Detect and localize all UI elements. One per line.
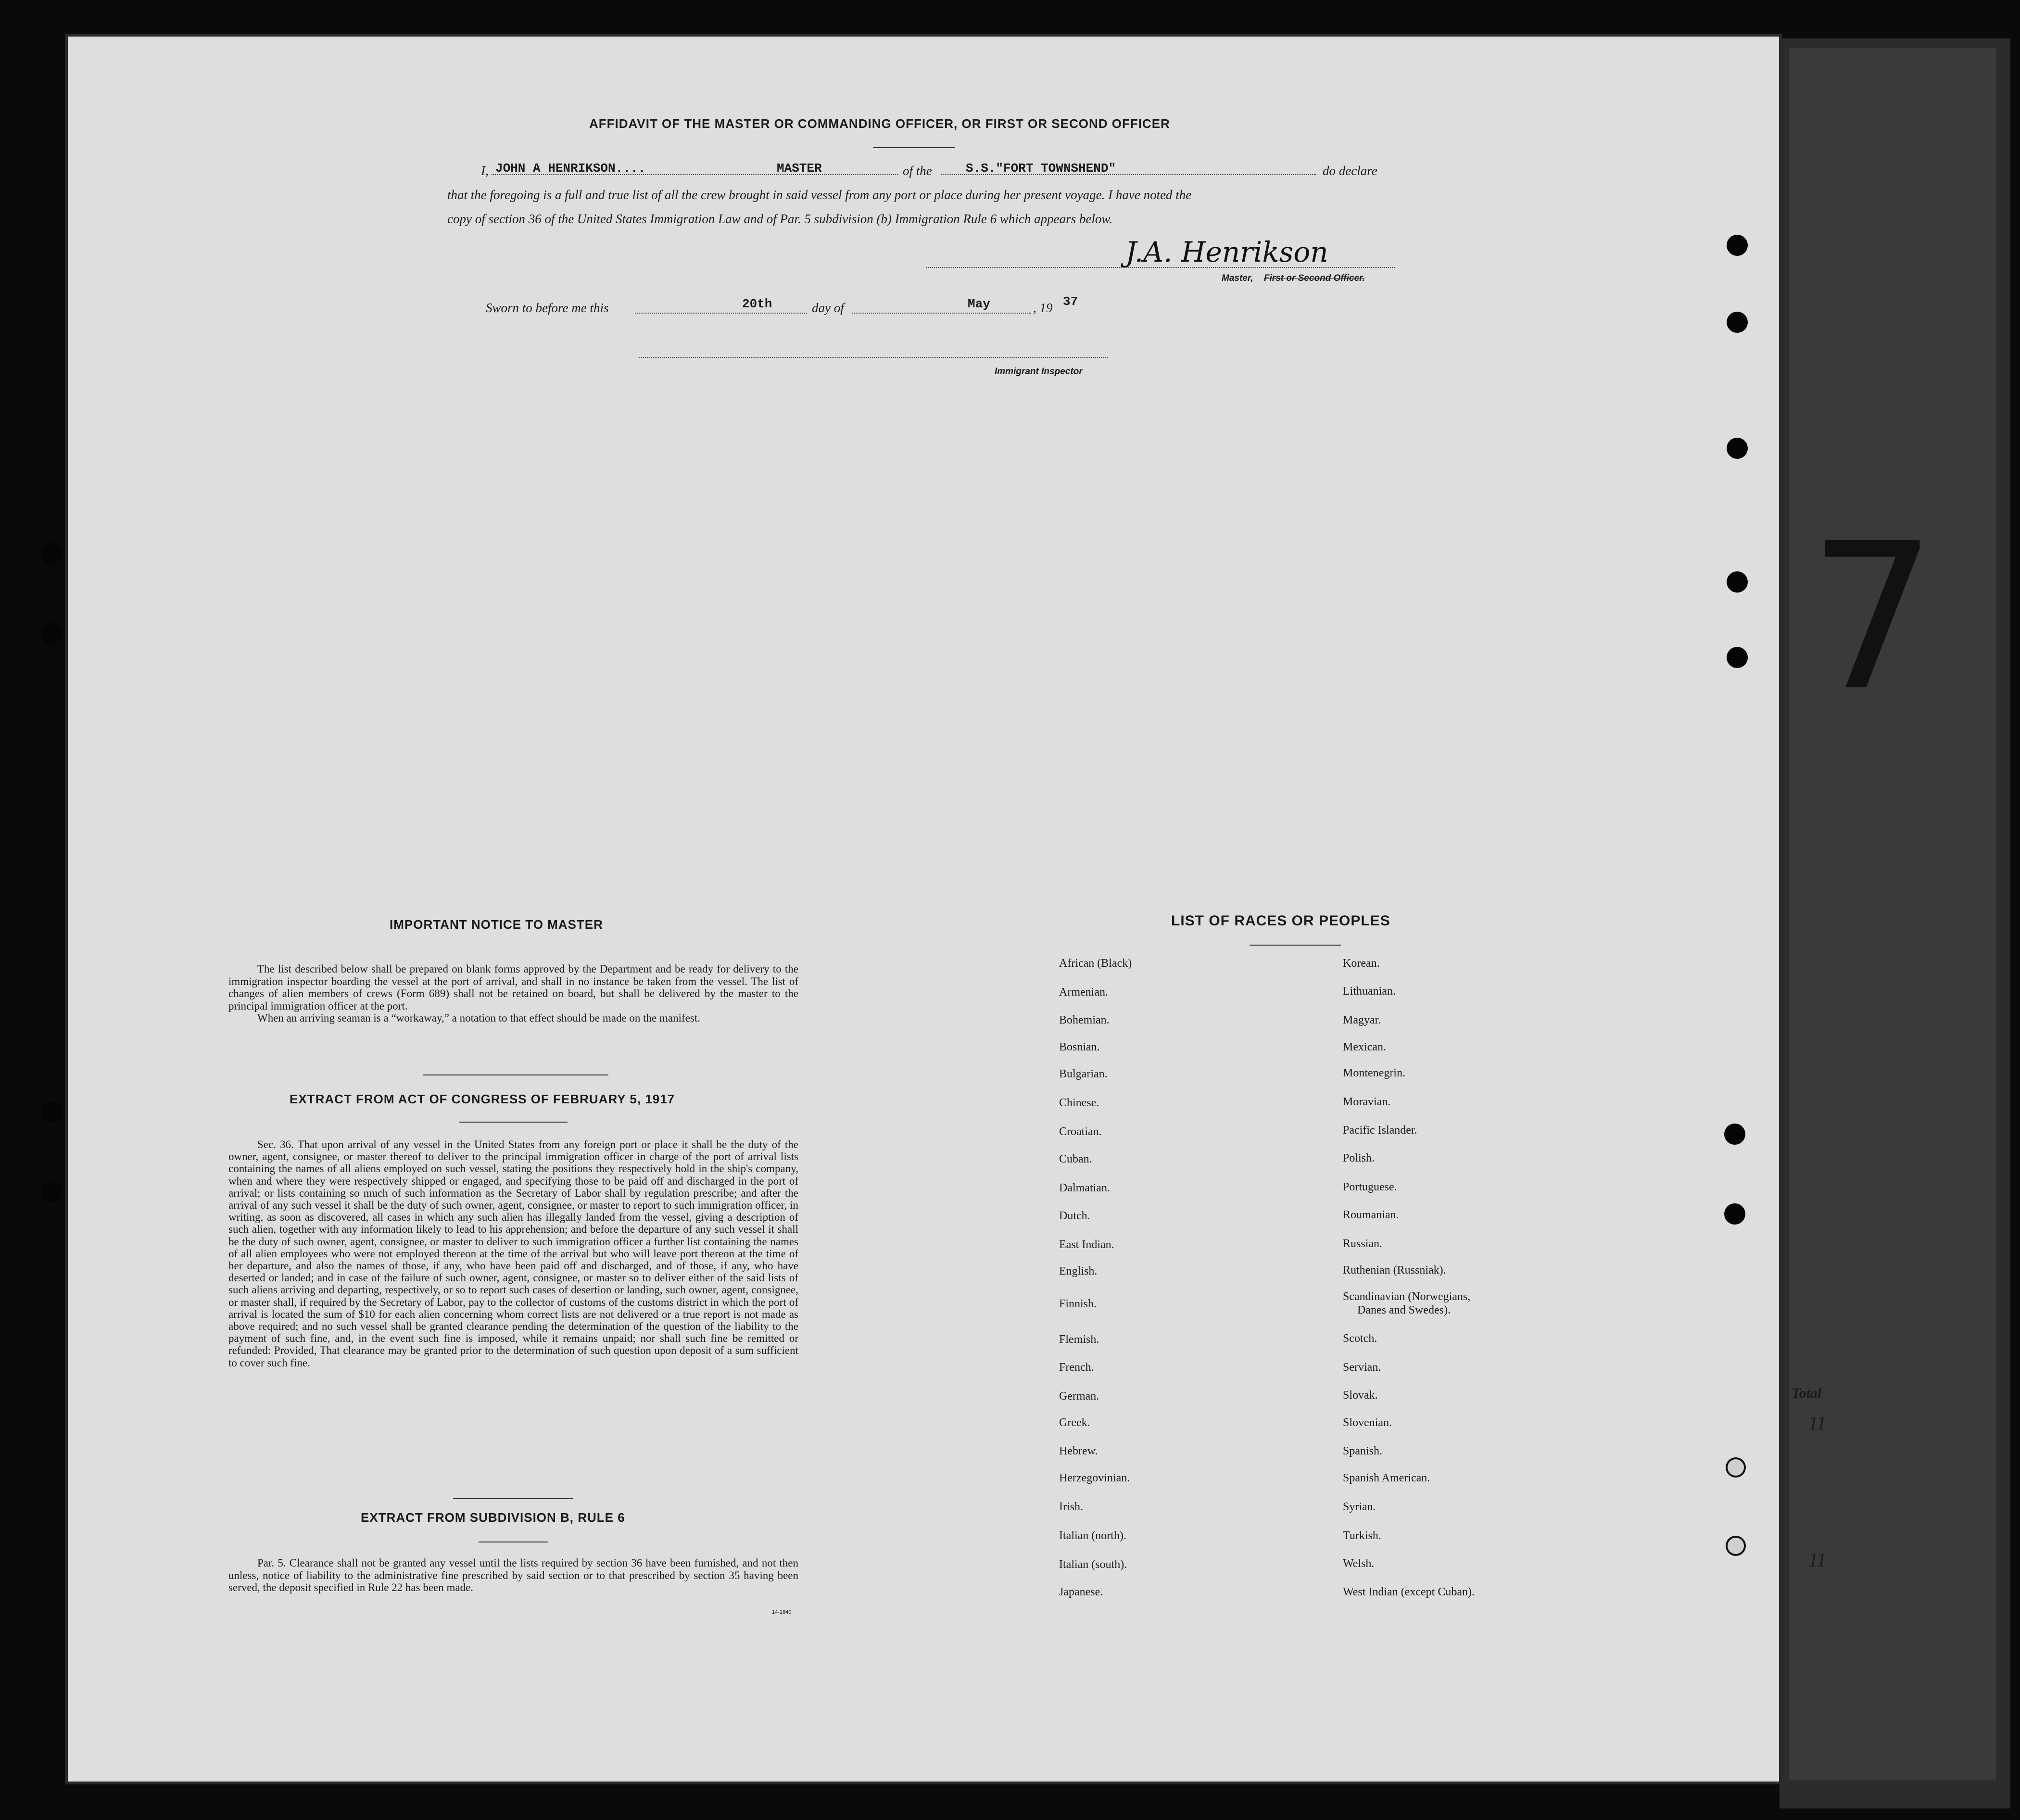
sworn-month: May bbox=[968, 297, 990, 311]
race-item: Finnish. bbox=[1059, 1298, 1097, 1310]
race-item: Servian. bbox=[1343, 1361, 1381, 1374]
inspector-signature-line bbox=[639, 357, 1108, 358]
race-item: Chinese. bbox=[1059, 1097, 1099, 1109]
race-item: Dalmatian. bbox=[1059, 1182, 1110, 1194]
extract-1-text: Sec. 36. That upon arrival of any vessel in the United States from any foreign port or place it shall be the duty of the owner, agent, consignee, or master thereof to deliver to the principal immigration officer in charge of the port of arrival lists containing the names of all aliens employed on such vessel, stating the positions they respectively hold in the ship's company, when and where they were respectively shipped or engaged, and specifying those to be paid off and discharged in the port of arrival; or lists containing so much of such information as the Secretary of Labor shall by regulation prescribe; and after the arrival of any such vessel it shall be the duty of such owner, agent, consignee, or master to report to such immigration officer, in writing, as soon as discovered, all cases in which any such alien has illegally landed from the vessel, giving a description of such alien, together with any information likely to lead to his apprehension; and before the departure of any such vessel it shall be the duty of such owner, agent, consignee, or master to deliver to such immigration officer a further list containing the names of all alien employees who were not employed thereon at the time of the arrival but who will leave port thereon at the time of her departure, and also the names of those, if any, who have been paid off and discharged, and of those, if any, who have deserted or landed; and in case of the failure of such owner, agent, consignee, or master so to deliver either of the said lists of such aliens arriving and departing, respectively, or so to report such cases of desertion or landing, such owner, agent, consignee, or master shall, if required by the Secretary of Labor, pay to the collector of customs of the customs district in which the port of arrival is located the sum of $10 for each alien concerning whom correct lists are not delivered or a true report is not made as above required; and no such vessel shall be granted clearance pending the determination of the question of the liability to the payment of such fine, and, in the event such fine is imposed, while it remains unpaid; nor shall such fine be remitted or refunded: Provided, That clearance may be granted prior to the determination of such question upon deposit of a sum sufficient to cover such fine. bbox=[228, 1138, 798, 1369]
punch-hole bbox=[1727, 647, 1748, 668]
race-item: Lithuanian. bbox=[1343, 985, 1396, 998]
extract-1-title: EXTRACT FROM ACT OF CONGRESS OF FEBRUARY 5, 1917 bbox=[290, 1092, 675, 1106]
do-declare-text: do declare bbox=[1323, 164, 1377, 178]
margin-total-label: Total bbox=[1792, 1385, 1822, 1401]
race-item: East Indian. bbox=[1059, 1239, 1114, 1251]
divider bbox=[423, 1074, 608, 1075]
notice-paragraph-2: When an arriving seaman is a “workaway,” a notation to that effect should be made on the manifest. bbox=[257, 1012, 700, 1024]
race-item: Roumanian. bbox=[1343, 1209, 1399, 1221]
sworn-year: 37 bbox=[1063, 294, 1078, 309]
races-title: LIST OF RACES OR PEOPLES bbox=[1171, 913, 1390, 929]
punch-hole bbox=[1727, 438, 1748, 459]
margin-total-bottom: 11 bbox=[1808, 1549, 1827, 1571]
divider bbox=[453, 1498, 573, 1499]
race-item: Armenian. bbox=[1059, 986, 1108, 998]
margin-total-top: 11 bbox=[1808, 1412, 1827, 1434]
notice-paragraph-1: The list described below shall be prepared on blank forms approved by the Department and be ready for delivery to the immigration inspector boarding the vessel at the port of arrival, and shall in no instance be taken from the vessel. The list of changes of alien members of crews (Form 689) shall not be retained on board, but shall be delivered by the master to the principal immigration officer at the port. bbox=[228, 963, 798, 1012]
day-line bbox=[635, 313, 807, 314]
race-item: Moravian. bbox=[1343, 1096, 1391, 1108]
adjacent-page-strip bbox=[1780, 38, 2010, 1808]
punch-hole bbox=[1727, 571, 1748, 593]
notice-body bbox=[228, 963, 798, 1024]
form-number: 14-1840 bbox=[772, 1609, 792, 1615]
sworn-day: 20th bbox=[742, 297, 772, 311]
race-item: Polish. bbox=[1343, 1152, 1375, 1164]
of-the-label: of the bbox=[903, 164, 932, 178]
race-item: Japanese. bbox=[1059, 1586, 1103, 1598]
extract-2-body bbox=[228, 1557, 798, 1594]
margin-handwritten-number: 7 bbox=[1808, 500, 1937, 735]
master-rank: MASTER bbox=[777, 161, 822, 176]
race-item: Magyar. bbox=[1343, 1014, 1381, 1026]
divider bbox=[873, 147, 955, 148]
race-item: Bulgarian. bbox=[1059, 1068, 1108, 1080]
race-item: Syrian. bbox=[1343, 1501, 1376, 1513]
punch-hole bbox=[1724, 1203, 1745, 1225]
notice-title: IMPORTANT NOTICE TO MASTER bbox=[390, 917, 603, 932]
extract-2-text: Par. 5. Clearance shall not be granted any vessel until the lists required by section 36 have been furnished, and not then unless, notice of liability to the administrative fine prescribed by said section or to that prescribed by section 35 having been served, the deposit specified in Rule 22 has been made. bbox=[228, 1557, 798, 1593]
race-item: Herzegovinian. bbox=[1059, 1472, 1130, 1484]
race-item: Hebrew. bbox=[1059, 1445, 1098, 1457]
race-item: Spanish American. bbox=[1343, 1472, 1430, 1484]
race-item: Portuguese. bbox=[1343, 1181, 1397, 1193]
race-item: Korean. bbox=[1343, 957, 1380, 970]
race-item: Cuban. bbox=[1059, 1153, 1092, 1165]
race-item: Ruthenian (Russniak). bbox=[1343, 1264, 1446, 1277]
race-item: Bohemian. bbox=[1059, 1014, 1110, 1026]
race-item: Slovenian. bbox=[1343, 1416, 1392, 1429]
race-item: Croatian. bbox=[1059, 1125, 1102, 1138]
race-item: Bosnian. bbox=[1059, 1041, 1100, 1053]
day-of-label: day of bbox=[812, 301, 844, 315]
inspector-label: Immigrant Inspector bbox=[995, 367, 1083, 377]
race-item: Welsh. bbox=[1343, 1557, 1375, 1570]
race-item: West Indian (except Cuban). bbox=[1343, 1586, 1475, 1598]
race-item: Turkish. bbox=[1343, 1529, 1381, 1542]
extract-1-body bbox=[228, 1138, 798, 1369]
vessel-name: S.S."FORT TOWNSHEND" bbox=[966, 161, 1116, 176]
punch-hole bbox=[1727, 312, 1748, 333]
race-item: Italian (south). bbox=[1059, 1558, 1127, 1571]
race-item: Irish. bbox=[1059, 1501, 1083, 1513]
race-item: English. bbox=[1059, 1265, 1098, 1277]
race-item: Greek. bbox=[1059, 1416, 1090, 1429]
race-item: French. bbox=[1059, 1361, 1094, 1374]
affidavit-title: AFFIDAVIT OF THE MASTER OR COMMANDING OFFICER, OR FIRST OR SECOND OFFICER bbox=[589, 116, 1170, 131]
document-page bbox=[65, 34, 1782, 1784]
race-item: Italian (north). bbox=[1059, 1529, 1126, 1542]
affidavit-line-2: that the foregoing is a full and true list of all the crew brought in said vessel from any port or place during her present voyage. I have noted the bbox=[447, 188, 1192, 202]
affidavit-i-label: I, bbox=[481, 164, 489, 178]
race-item: Mexican. bbox=[1343, 1041, 1386, 1053]
punch-hole bbox=[1727, 235, 1748, 256]
master-signature: J.A. Henrikson bbox=[1125, 236, 1328, 268]
divider bbox=[459, 1122, 568, 1123]
punch-hole bbox=[41, 1101, 62, 1123]
race-item: Dutch. bbox=[1059, 1210, 1090, 1222]
year-prefix: , 19 bbox=[1033, 301, 1053, 315]
race-item: Scandinavian (Norwegians, bbox=[1343, 1290, 1471, 1303]
race-item-continued: Danes and Swedes). bbox=[1357, 1304, 1451, 1316]
race-item: Russian. bbox=[1343, 1238, 1383, 1250]
race-item: Slovak. bbox=[1343, 1389, 1378, 1402]
signature-caption-struck: First or Second Officer. bbox=[1264, 273, 1365, 283]
divider bbox=[1250, 945, 1341, 946]
punch-hole bbox=[41, 543, 62, 564]
race-item: German. bbox=[1059, 1390, 1099, 1403]
signature-caption-master: Master, bbox=[1222, 273, 1253, 283]
race-item: Flemish. bbox=[1059, 1333, 1099, 1346]
month-line bbox=[852, 313, 1031, 314]
race-item: Spanish. bbox=[1343, 1445, 1383, 1457]
race-item: Pacific Islander. bbox=[1343, 1124, 1417, 1137]
affidavit-line-3: copy of section 36 of the United States Immigration Law and of Par. 5 subdivision (b) Immigration Rule 6 which appears below. bbox=[447, 212, 1113, 226]
punch-hole bbox=[41, 1181, 62, 1202]
adjacent-page bbox=[1789, 48, 1996, 1780]
race-item: Scotch. bbox=[1343, 1332, 1377, 1345]
punch-hole bbox=[1726, 1457, 1746, 1478]
punch-hole bbox=[1724, 1124, 1745, 1145]
sworn-label: Sworn to before me this bbox=[486, 301, 609, 315]
master-name: JOHN A HENRIKSON.... bbox=[495, 161, 646, 176]
punch-hole bbox=[41, 623, 62, 644]
race-item: African (Black) bbox=[1059, 957, 1132, 970]
race-item: Montenegrin. bbox=[1343, 1067, 1405, 1079]
punch-hole bbox=[1726, 1536, 1746, 1556]
extract-2-title: EXTRACT FROM SUBDIVISION B, RULE 6 bbox=[361, 1510, 625, 1525]
